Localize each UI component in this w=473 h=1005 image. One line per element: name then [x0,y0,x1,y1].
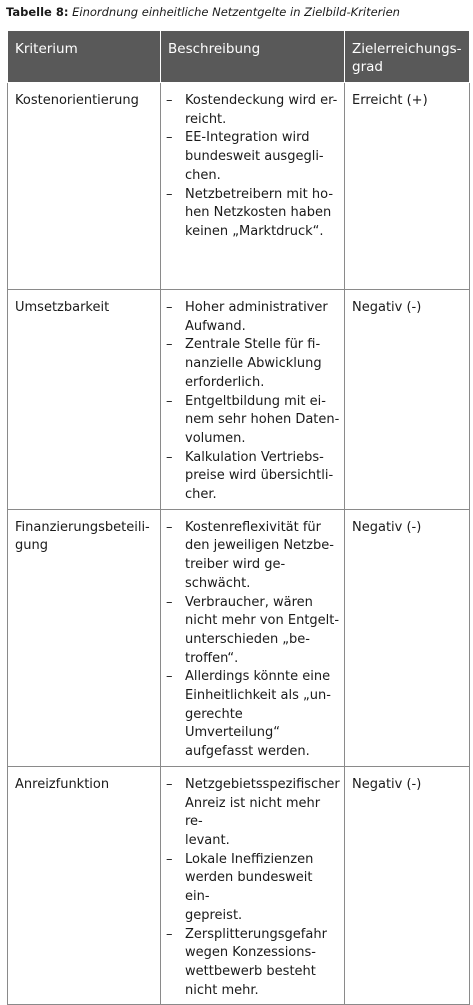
bullet-item: – Kostendeckung wird er- reicht. [166,92,340,129]
bullet-item: – Allerdings könnte eine Einheitlichkeit als „un- gerechte Umverteilung“ aufgefasst werden. [166,668,340,762]
cell-kriterium: Anreizfunktion [8,766,161,1004]
bullet-item: – Netzgebietsspezifischer Anreiz ist nicht mehr re- levant. [166,776,340,851]
cell-grad: Negativ (-) [345,290,470,510]
cell-grad: Negativ (-) [345,509,470,766]
caption-label: Tabelle 8: [6,5,69,19]
bullet-list [166,519,340,762]
table-row [8,290,470,510]
bullet-item: – EE-Integration wird bundesweit ausgegli- chen. [166,129,340,185]
bullet-item: – Kalkulation Vertriebs- preise wird übersichtli- cher. [166,449,340,505]
header-kriterium: Kriterium [8,31,161,83]
table-caption [6,5,400,19]
header-row [8,31,470,83]
bullet-list [166,776,340,1000]
header-beschreibung: Beschreibung [161,31,345,83]
cell-grad: Negativ (-) [345,766,470,1004]
bullet-item: – Zersplitterungsgefahr wegen Konzessions- wettbewerb besteht nicht mehr. [166,926,340,1001]
bullet-list [166,299,340,505]
cell-kriterium: Finanzierungsbeteili- gung [8,509,161,766]
cell-beschreibung [161,83,345,290]
cell-beschreibung [161,290,345,510]
cell-beschreibung [161,766,345,1004]
bullet-item: – Zentrale Stelle für fi- nanzielle Abwicklung erforderlich. [166,336,340,392]
header-zielerreichungsgrad [345,31,470,83]
bullet-item: – Hoher administrativer Aufwand. [166,299,340,336]
header-grad-line1: Zielerreichungs- [352,41,462,57]
bullet-item: – Lokale Ineffizienzen werden bundesweit ein- gepreist. [166,851,340,926]
cell-beschreibung [161,509,345,766]
cell-kriterium: Kostenorientierung [8,83,161,290]
bullet-item: – Entgeltbildung mit ei- nem sehr hohen Daten- volumen. [166,393,340,449]
table-row [8,509,470,766]
table-row [8,83,470,290]
table-row [8,766,470,1004]
cell-grad: Erreicht (+) [345,83,470,290]
caption-text: Einordnung einheitliche Netzentgelte in Zielbild-Kriterien [72,5,400,19]
criteria-table [7,30,470,1005]
cell-kriterium: Umsetzbarkeit [8,290,161,510]
bullet-list [166,92,340,242]
bullet-item: – Kostenreflexivität für den jeweiligen Netzbe- treiber wird ge- schwächt. [166,519,340,594]
header-grad-line2: grad [352,59,383,75]
bullet-item: – Netzbetreibern mit ho- hen Netzkosten haben keinen „Marktdruck“. [166,186,340,242]
bullet-item: – Verbraucher, wären nicht mehr von Entgelt- unterschieden „be- troffen“. [166,594,340,669]
